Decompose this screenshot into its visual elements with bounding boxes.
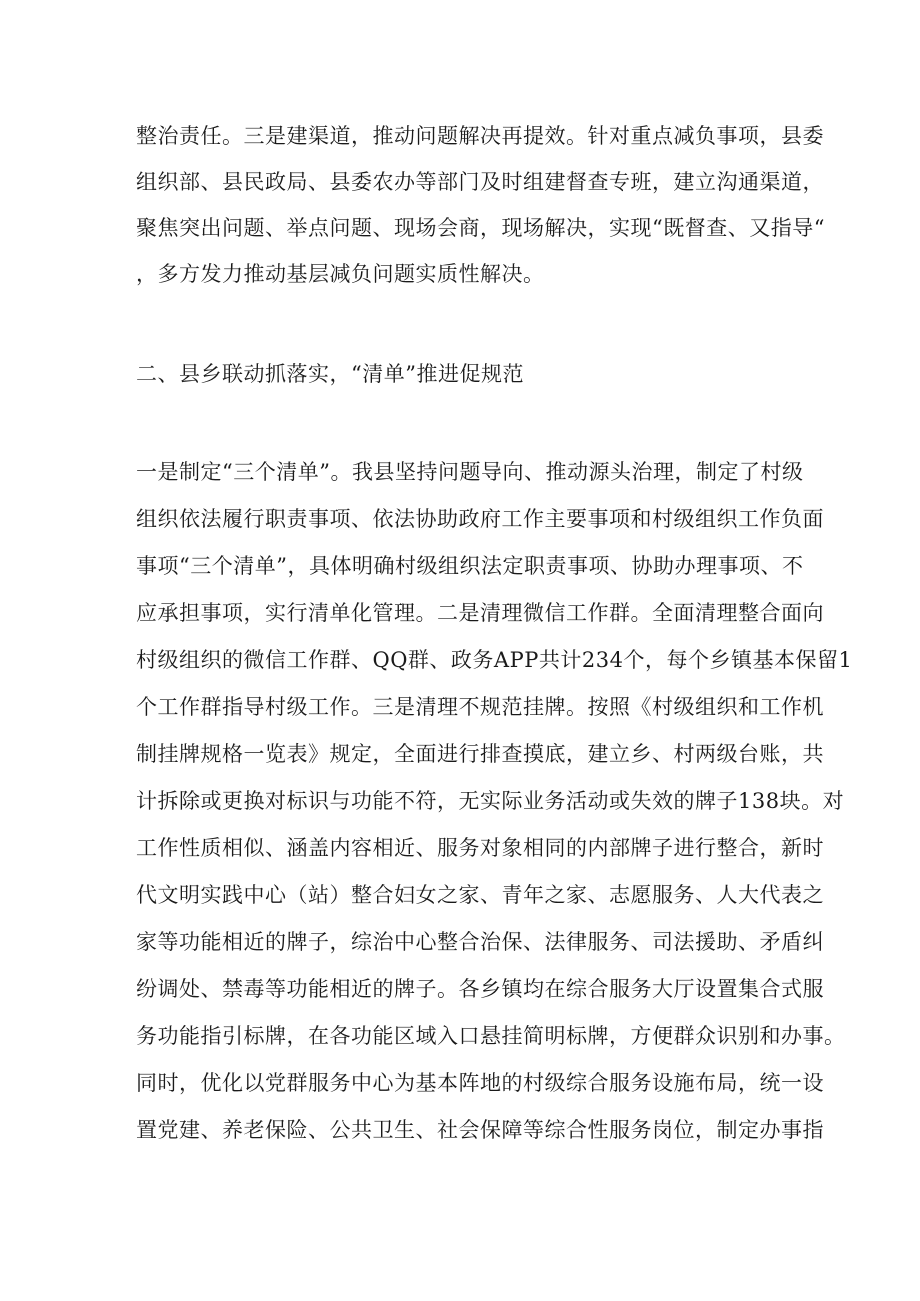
paragraph-2-line-2: 组织依法履行职责事项、依法协助政府工作主要事项和村级组织工作负面 <box>136 507 824 531</box>
paragraph-2-line-9: 工作性质相似、涵盖内容相近、服务对象相同的内部牌子进行整合，新时 <box>136 836 824 860</box>
paragraph-2-line-1: 一是制定“三个清单”。我县坚持问题导向、推动源头治理，制定了村级 <box>136 460 804 484</box>
paragraph-2-line-5: 村级组织的微信工作群、QQ群、政务APP共计234个，每个乡镇基本保留1 <box>136 648 853 672</box>
paragraph-2-line-8: 计拆除或更换对标识与功能不符，无实际业务活动或失效的牌子138块。对 <box>136 789 845 813</box>
paragraph-2-line-14: 同时，优化以党群服务中心为基本阵地的村级综合服务设施布局，统一设 <box>136 1071 824 1095</box>
paragraph-2-line-15: 置党建、养老保险、公共卫生、社会保障等综合性服务岗位，制定办事指 <box>136 1118 824 1142</box>
paragraph-1-line-2: 组织部、县民政局、县委农办等部门及时组建督查专班，建立沟通渠道， <box>136 170 824 194</box>
section-heading: 二、县乡联动抓落实，“清单”推进促规范 <box>136 362 524 386</box>
paragraph-2-line-6: 个工作群指导村级工作。三是清理不规范挂牌。按照《村级组织和工作机 <box>136 695 824 719</box>
paragraph-2-line-10: 代文明实践中心（站）整合妇女之家、青年之家、志愿服务、人大代表之 <box>136 883 824 907</box>
paragraph-2-line-7: 制挂牌规格一览表》规定，全面进行排查摸底，建立乡、村两级台账，共 <box>136 742 824 766</box>
paragraph-2-line-11: 家等功能相近的牌子，综治中心整合治保、法律服务、司法援助、矛盾纠 <box>136 930 824 954</box>
paragraph-1-line-4: ，多方发力推动基层减负问题实质性解决。 <box>136 262 545 286</box>
paragraph-2-line-4: 应承担事项，实行清单化管理。二是清理微信工作群。全面清理整合面向 <box>136 601 824 625</box>
paragraph-2-line-12: 纷调处、禁毒等功能相近的牌子。各乡镇均在综合服务大厅设置集合式服 <box>136 977 824 1001</box>
paragraph-1-line-3: 聚焦突出问题、举点问题、现场会商，现场解决，实现“既督查、又指导“ <box>136 216 825 240</box>
paragraph-1-line-1: 整治责任。三是建渠道，推动问题解决再提效。针对重点减负事项，县委 <box>136 124 824 148</box>
paragraph-2-line-13: 务功能指引标牌，在各功能区域入口悬挂简明标牌，方便群众识别和办事。 <box>136 1024 846 1048</box>
paragraph-2-line-3: 事项“三个清单”，具体明确村级组织法定职责事项、协助办理事项、不 <box>136 554 804 578</box>
